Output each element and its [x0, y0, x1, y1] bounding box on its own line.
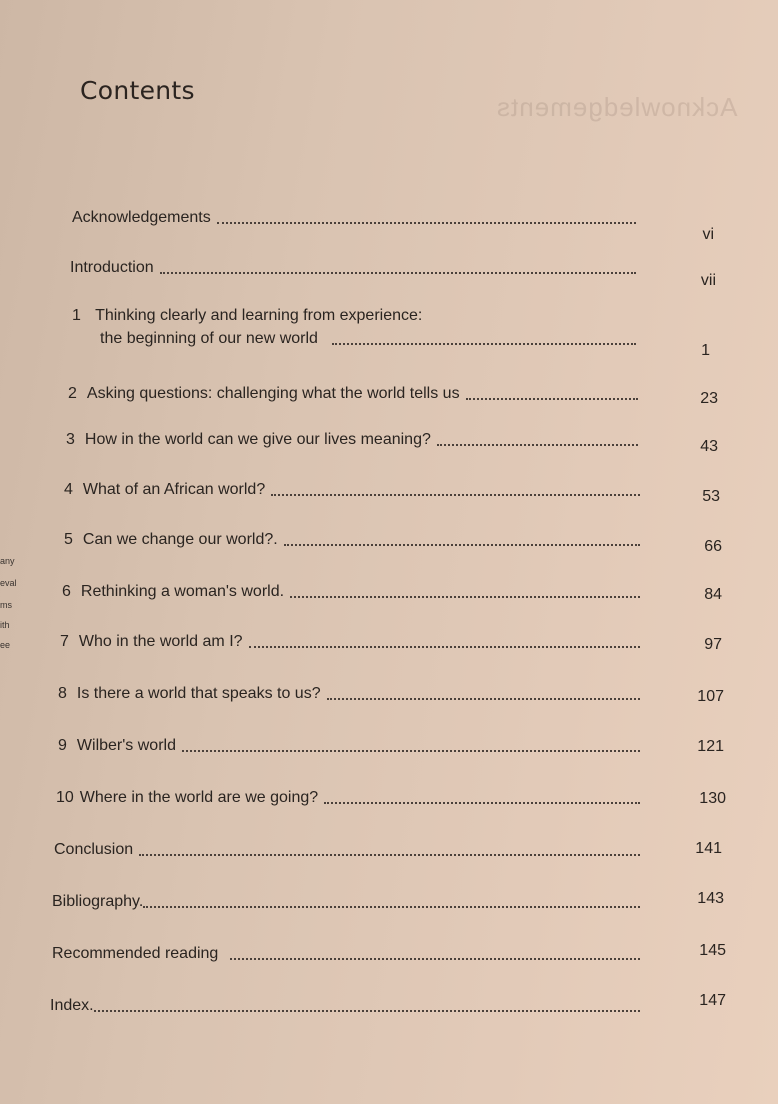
toc-page-number: 143 [697, 890, 724, 907]
toc-page-number: 141 [695, 840, 722, 857]
toc-entry-chapter-3[interactable] [66, 430, 644, 450]
toc-page-number: 23 [700, 390, 718, 407]
toc-entry-title: Where in the world are we going? [79, 789, 319, 806]
chapter-number: 10 [56, 789, 74, 806]
chapter-number: 7 [60, 633, 69, 650]
toc-entry-acknowledgements[interactable] [72, 208, 642, 228]
toc-entry-chapter-9[interactable] [58, 736, 646, 756]
toc-page-number: 43 [700, 438, 718, 455]
dot-leader [324, 801, 640, 804]
toc-entry-chapter-7[interactable] [60, 632, 646, 652]
margin-text-fragment: ee [0, 640, 11, 650]
dot-leader [139, 853, 640, 856]
dot-leader [290, 595, 640, 598]
toc-page-number: vi [702, 226, 714, 243]
margin-text-fragment: eval [0, 578, 17, 588]
chapter-number: 9 [58, 737, 67, 754]
chapter-number: 8 [58, 685, 67, 702]
toc-entry-title-line2: the beginning of our new world [100, 330, 318, 347]
dot-leader [143, 905, 640, 908]
toc-entry-title: Asking questions: challenging what the world tells us [86, 385, 460, 402]
toc-entry-title: Is there a world that speaks to us? [76, 685, 321, 702]
toc-entry-title: Acknowledgements [72, 209, 211, 226]
toc-entry-chapter-6[interactable] [62, 582, 646, 602]
dot-leader [332, 342, 636, 345]
toc-entry-recommended-reading[interactable] [52, 944, 646, 964]
toc-entry-title: Conclusion [54, 841, 134, 858]
toc-entry-chapter-5[interactable] [64, 530, 646, 550]
dot-leader [217, 221, 636, 224]
toc-entry-title: Thinking clearly and learning from experience: [95, 307, 423, 324]
toc-entry-chapter-2[interactable] [68, 384, 644, 404]
toc-entry-title: Wilber's world [76, 737, 176, 754]
toc-entry-title: Rethinking a woman's world. [80, 583, 285, 600]
margin-text-fragment: ms [0, 600, 12, 610]
dot-leader [284, 543, 640, 546]
page-title: Contents [80, 76, 195, 105]
dot-leader [94, 1009, 640, 1012]
toc-entry-title: How in the world can we give our lives meaning? [84, 431, 431, 448]
dot-leader [466, 397, 638, 400]
toc-entry-chapter-4[interactable] [64, 480, 646, 500]
toc-page-number: 53 [702, 488, 720, 505]
toc-page-number: 145 [699, 942, 726, 959]
dot-leader [249, 645, 640, 648]
toc-page-number: 1 [701, 342, 710, 359]
toc-page-number: 84 [704, 586, 722, 603]
toc-entry-bibliography[interactable] [52, 892, 646, 912]
toc-entry-index[interactable] [50, 996, 646, 1016]
toc-entry-chapter-1[interactable] [72, 306, 642, 349]
toc-entry-title: Can we change our world?. [82, 531, 278, 548]
dot-leader [230, 957, 640, 960]
toc-entry-chapter-8[interactable] [58, 684, 646, 704]
toc-entry-title: Introduction [70, 259, 154, 276]
toc-entry-title: Recommended reading [52, 945, 219, 962]
chapter-number: 1 [72, 307, 81, 324]
toc-entry-title: Index. [50, 997, 94, 1014]
toc-page-number: 97 [704, 636, 722, 653]
toc-entry-introduction[interactable] [70, 258, 642, 278]
margin-text-fragment: ith [0, 620, 10, 630]
dot-leader [160, 271, 636, 274]
toc-entry-title: Bibliography. [52, 893, 144, 910]
chapter-number: 4 [64, 481, 73, 498]
chapter-number: 2 [68, 385, 77, 402]
toc-page-number: vii [700, 272, 716, 289]
dot-leader [271, 493, 640, 496]
toc-entry-title: Who in the world am I? [78, 633, 243, 650]
toc-entry-chapter-10[interactable] [56, 788, 646, 808]
chapter-number: 5 [64, 531, 73, 548]
toc-page-number: 130 [699, 790, 726, 807]
toc-entry-conclusion[interactable] [54, 840, 646, 860]
chapter-number: 6 [62, 583, 71, 600]
toc-page-number: 121 [697, 738, 724, 755]
toc-entry-title: What of an African world? [82, 481, 266, 498]
show-through-text: Acknowledgements [496, 92, 738, 122]
margin-text-fragment: any [0, 556, 15, 566]
toc-page-number: 107 [697, 688, 724, 705]
chapter-number: 3 [66, 431, 75, 448]
dot-leader [437, 443, 638, 446]
toc-page-number: 66 [704, 538, 722, 555]
dot-leader [182, 749, 640, 752]
dot-leader [327, 697, 640, 700]
toc-page-number: 147 [699, 992, 726, 1009]
